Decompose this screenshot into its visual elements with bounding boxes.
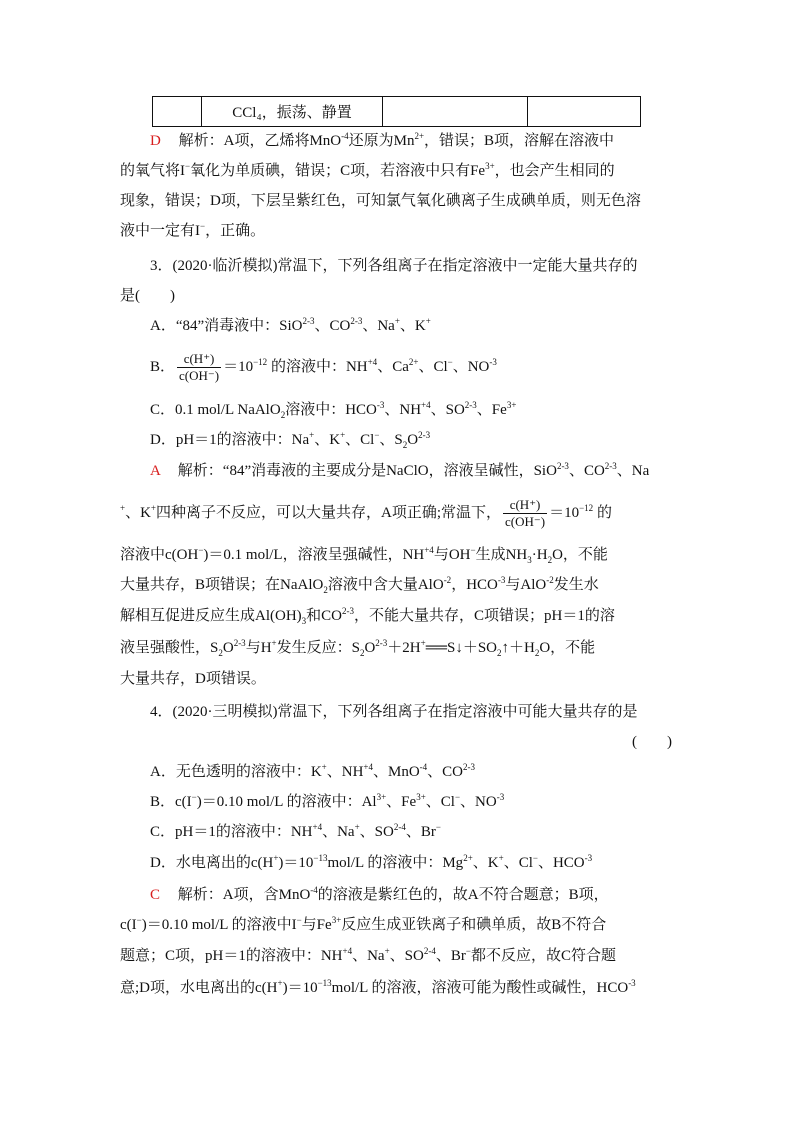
expl3-text: 大量共存，B项错误；在NaAlO xyxy=(120,577,324,593)
sup: −13 xyxy=(317,978,332,988)
sup: 2-3 xyxy=(463,762,476,772)
sup: + xyxy=(273,853,279,863)
sup: + xyxy=(309,430,315,440)
sup: 2-3 xyxy=(464,400,477,410)
sup: − xyxy=(296,915,302,925)
q4-option-a xyxy=(150,762,475,782)
sup: − xyxy=(447,357,453,367)
sup: -3 xyxy=(489,357,497,367)
sub: 2 xyxy=(280,410,286,420)
q3-text: 、Cl xyxy=(345,432,375,448)
sup: -4 xyxy=(310,885,318,895)
q3-text: 、Na xyxy=(362,318,395,334)
sup: + xyxy=(384,946,390,956)
sup: -3 xyxy=(584,853,593,863)
expl2-line-2 xyxy=(120,161,615,181)
q4-text: 、Cl xyxy=(503,855,533,871)
expl3-text: ，不能大量共存，C项错误；pH＝1的溶 xyxy=(354,608,615,624)
table-cell-empty xyxy=(528,97,641,127)
expl2-text: ，也会产生相同的 xyxy=(494,163,615,179)
sup: -4 xyxy=(419,762,428,772)
expl4-text: 、Na xyxy=(352,948,385,964)
sup: 2-3 xyxy=(342,606,354,616)
sup: 2-4 xyxy=(393,822,406,832)
expl4-text: 反应生成亚铁离子和碘单质，故B不符合 xyxy=(341,917,607,933)
q4-text: )＝10 xyxy=(278,855,314,871)
expl3-answer: A xyxy=(150,463,161,479)
expl3-text: ＝10 xyxy=(549,505,580,521)
q3-text: D．pH＝1的溶液中：Na xyxy=(150,432,310,448)
sup: 2-3 xyxy=(375,638,388,648)
expl3-text: ↑＋H xyxy=(501,640,535,656)
sup: + xyxy=(420,638,426,648)
expl4-label: 解析： xyxy=(177,887,223,903)
expl2-text: ，正确。 xyxy=(205,223,266,239)
sup: + xyxy=(150,503,156,513)
sup: 3+ xyxy=(416,792,426,802)
q3-text: 溶液中：HCO xyxy=(285,402,377,418)
q3-text: 、Fe xyxy=(476,402,507,418)
q3-text: B． xyxy=(150,359,176,375)
expl3-text: 、Na xyxy=(616,463,650,479)
sub: 2 xyxy=(497,648,502,658)
expl3-line-3 xyxy=(120,545,608,565)
fraction-den: c(OH⁻) xyxy=(179,368,220,384)
sup: 3+ xyxy=(506,400,517,410)
expl3-text: 与AlO xyxy=(505,577,547,593)
expl3-label: 解析： xyxy=(177,463,223,479)
q3-option-b xyxy=(150,350,497,384)
expl2-text: 还原为Mn xyxy=(348,133,415,149)
sup: 2+ xyxy=(463,853,473,863)
q4-text: 、SO xyxy=(359,824,394,840)
expl3-text: O，不能 xyxy=(539,640,596,656)
q3-text: 、NO xyxy=(452,359,490,375)
expl4-text: 意;D项，水电离出的c(H xyxy=(120,980,278,996)
q4-text: 、Fe xyxy=(386,794,417,810)
q3-text: 、SO xyxy=(430,402,465,418)
table-cell-empty xyxy=(383,97,528,127)
sup: + xyxy=(425,316,431,326)
expl4-text: mol/L 的溶液，溶液可能为酸性或碱性，HCO xyxy=(331,980,629,996)
expl3-line-1 xyxy=(150,461,649,481)
expl3-text: 的 xyxy=(596,505,612,521)
sup: +4 xyxy=(367,357,378,367)
expl3-line-7: 大量共存，D项错误。 xyxy=(120,671,266,687)
expl3-text: 解相互促进反应生成Al(OH) xyxy=(120,608,302,624)
sup: 2-3 xyxy=(233,638,246,648)
q4-text: 、CO xyxy=(427,764,464,780)
fraction-num: c(H⁺) xyxy=(177,351,221,368)
sup: -3 xyxy=(628,978,636,988)
expl2-label: 解析： xyxy=(178,133,224,149)
sup: − xyxy=(374,430,380,440)
q4-option-d xyxy=(150,853,592,873)
expl4-line-3 xyxy=(120,946,616,966)
sup: − xyxy=(470,545,476,555)
sup: − xyxy=(465,946,471,956)
sup: 2-4 xyxy=(423,946,436,956)
expl2-line-3: 现象，错误；D项，下层呈紫红色，可知氯气氧化碘离子生成碘单质，则无色溶 xyxy=(120,193,641,209)
expl3-text: 溶液中c(OH xyxy=(120,547,199,563)
table-cell-reagent: CCl₄，振荡、静置 xyxy=(202,97,383,127)
sup: −12 xyxy=(579,503,594,513)
q4-option-c xyxy=(150,822,441,842)
q4-text: B．c(I xyxy=(150,794,192,810)
expl3-line-4 xyxy=(120,575,599,595)
continuation-table xyxy=(152,96,641,127)
sup: -2 xyxy=(546,575,554,585)
expl4-text: 的溶液是紫红色的，故A不符合题意；B项， xyxy=(317,887,609,903)
expl3-text: ══S↓＋SO xyxy=(425,640,497,656)
q3-stem-2: 是( ) xyxy=(120,288,175,304)
q4-text: D．水电离出的c(H xyxy=(150,855,274,871)
fraction-ch-coh xyxy=(503,497,547,530)
q3-text: A．“84”消毒液中：SiO xyxy=(150,318,303,334)
q4-text: 、MnO xyxy=(373,764,420,780)
sub: 2 xyxy=(323,585,328,595)
sup: 2-3 xyxy=(556,461,569,471)
q3-option-c xyxy=(150,400,516,420)
expl3-text: O xyxy=(222,640,234,656)
expl4-text: )＝10 xyxy=(282,980,318,996)
q4-text: A．无色透明的溶液中：K xyxy=(150,764,322,780)
q4-text: mol/L 的溶液中：Mg xyxy=(327,855,464,871)
expl3-text: 生成NH xyxy=(475,547,528,563)
expl3-text: ＋2H xyxy=(387,640,421,656)
q4-text: 、NH xyxy=(326,764,364,780)
sup: −13 xyxy=(313,853,328,863)
expl4-answer: C xyxy=(150,887,161,903)
sup: − xyxy=(532,853,538,863)
sup: + xyxy=(321,762,327,772)
expl4-text: 、Br xyxy=(435,948,466,964)
sup: 3+ xyxy=(485,161,495,171)
sup: − xyxy=(185,161,191,171)
expl3-line-5 xyxy=(120,606,615,626)
fraction-den: c(OH⁻) xyxy=(505,514,546,530)
sup: + xyxy=(271,638,277,648)
q3-text: 、NH xyxy=(384,402,422,418)
q3-text: O xyxy=(407,432,419,448)
sup: -3 xyxy=(376,400,385,410)
q4-text: )＝0.10 mol/L 的溶液中：Al xyxy=(196,794,377,810)
expl3-text: 和CO xyxy=(306,608,342,624)
expl3-text: 液呈强酸性，S xyxy=(120,640,219,656)
expl4-line-2 xyxy=(120,915,606,935)
sup: +4 xyxy=(424,545,434,555)
q4-text: 、Cl xyxy=(425,794,455,810)
sup: − xyxy=(200,221,206,231)
sup: 2+ xyxy=(408,357,419,367)
sub: 3 xyxy=(301,616,307,626)
sup: 2-3 xyxy=(302,316,315,326)
expl3-text: 与H xyxy=(245,640,272,656)
expl4-text: A项，含MnO xyxy=(222,887,311,903)
expl3-line-6 xyxy=(120,638,595,658)
q3-text: 的溶液中：NH xyxy=(270,359,368,375)
table-cell-empty xyxy=(153,97,202,127)
expl3-text: 与OH xyxy=(433,547,471,563)
q4-text: 、Br xyxy=(405,824,436,840)
q3-text: 、CO xyxy=(314,318,351,334)
expl3-text: 、K xyxy=(125,505,151,521)
fraction-ch-coh xyxy=(177,351,221,384)
q3-text: 、K xyxy=(399,318,426,334)
sup: + xyxy=(498,853,504,863)
expl2-text: 氧化为单质碘，错误；C项，若溶液中只有Fe xyxy=(190,163,486,179)
sup: − xyxy=(136,915,142,925)
sup: 2-3 xyxy=(604,461,617,471)
sup: −12 xyxy=(253,357,268,367)
sup: + xyxy=(340,430,346,440)
expl2-text: A项，乙烯将MnO xyxy=(223,133,342,149)
expl3-text: ，HCO xyxy=(451,577,498,593)
sup: -4 xyxy=(341,131,349,141)
q4-text: 、Na xyxy=(322,824,355,840)
expl2-answer: D xyxy=(150,133,161,149)
q4-option-b xyxy=(150,792,504,812)
sub: 2 xyxy=(534,648,540,658)
q4-text: 、NO xyxy=(460,794,497,810)
sup: − xyxy=(198,545,204,555)
q3-text: C．0.1 mol/L NaAlO xyxy=(150,402,281,418)
expl2-text: 的氧气将I xyxy=(120,163,185,179)
sup: 2-3 xyxy=(418,430,431,440)
q3-text: ＝10 xyxy=(223,359,254,375)
expl4-line-4 xyxy=(120,978,636,998)
fraction-num: c(H⁺) xyxy=(503,497,547,514)
expl3-text: 发生水 xyxy=(553,577,599,593)
sup: -3 xyxy=(496,792,505,802)
expl4-text: 题意；C项，pH＝1的溶液中：NH xyxy=(120,948,343,964)
sup: − xyxy=(435,822,441,832)
expl3-text: 四种离子不反应，可以大量共存，A项正确;常温下， xyxy=(156,505,502,521)
q3-text: 、Ca xyxy=(377,359,409,375)
q4-stem-1: 4．(2020·三明模拟)常温下，下列各组离子在指定溶液中可能大量共存的是 xyxy=(150,704,638,720)
sub: 2 xyxy=(218,648,223,658)
expl4-text: 都不反应，故C符合题 xyxy=(470,948,616,964)
sup: 3+ xyxy=(331,915,342,925)
sup: 2+ xyxy=(414,131,425,141)
sup: -2 xyxy=(443,575,452,585)
sup: + xyxy=(277,978,283,988)
sup: +4 xyxy=(421,400,431,410)
q3-text: 、S xyxy=(379,432,403,448)
expl3-text: ·H xyxy=(531,547,548,563)
expl3-text: 发生反应：S xyxy=(276,640,360,656)
sup: +4 xyxy=(312,822,323,832)
q4-text: C．pH＝1的溶液中：NH xyxy=(150,824,313,840)
q4-stem-2: ( ) xyxy=(632,734,672,750)
sup: − xyxy=(191,792,197,802)
q3-stem-1: 3．(2020·临沂模拟)常温下，下列各组离子在指定溶液中一定能大量共存的 xyxy=(150,258,638,274)
sub: 2 xyxy=(402,440,408,450)
sup: +4 xyxy=(342,946,353,956)
sup: -3 xyxy=(497,575,506,585)
q3-text: 、Cl xyxy=(418,359,448,375)
q3-option-d xyxy=(150,430,430,450)
q3-option-a xyxy=(150,316,431,336)
sup: + xyxy=(394,316,400,326)
sup: 2-3 xyxy=(350,316,363,326)
expl4-text: )＝0.10 mol/L 的溶液中I xyxy=(141,917,297,933)
sup: + xyxy=(354,822,360,832)
expl3-line-2 xyxy=(120,495,612,531)
expl4-text: c(I xyxy=(120,917,137,933)
expl2-text: 液中一定有I xyxy=(120,223,200,239)
q3-text: 、K xyxy=(314,432,341,448)
expl2-line-1 xyxy=(150,131,614,151)
sup: + xyxy=(120,503,126,513)
expl4-text: 、SO xyxy=(389,948,424,964)
sub: 2 xyxy=(547,555,553,565)
q4-text: 、HCO xyxy=(537,855,585,871)
expl2-line-4 xyxy=(120,221,265,241)
expl4-line-1 xyxy=(150,885,609,905)
expl4-text: 与Fe xyxy=(301,917,332,933)
sup: 3+ xyxy=(376,792,387,802)
expl3-text: 、CO xyxy=(568,463,605,479)
expl3-text: 溶液中含大量AlO xyxy=(327,577,444,593)
q4-text: 、K xyxy=(472,855,499,871)
expl2-text: ，错误；B项，溶解在溶液中 xyxy=(424,133,615,149)
sub: 3 xyxy=(527,555,532,565)
sub: 2 xyxy=(359,648,365,658)
expl3-text: )＝0.1 mol/L，溶液呈强碱性，NH xyxy=(203,547,425,563)
expl3-text: “84”消毒液的主要成分是NaClO，溶液呈碱性，SiO xyxy=(222,463,557,479)
expl3-text: O xyxy=(364,640,376,656)
expl3-text: O，不能 xyxy=(552,547,608,563)
sup: − xyxy=(454,792,461,802)
sup: +4 xyxy=(363,762,373,772)
